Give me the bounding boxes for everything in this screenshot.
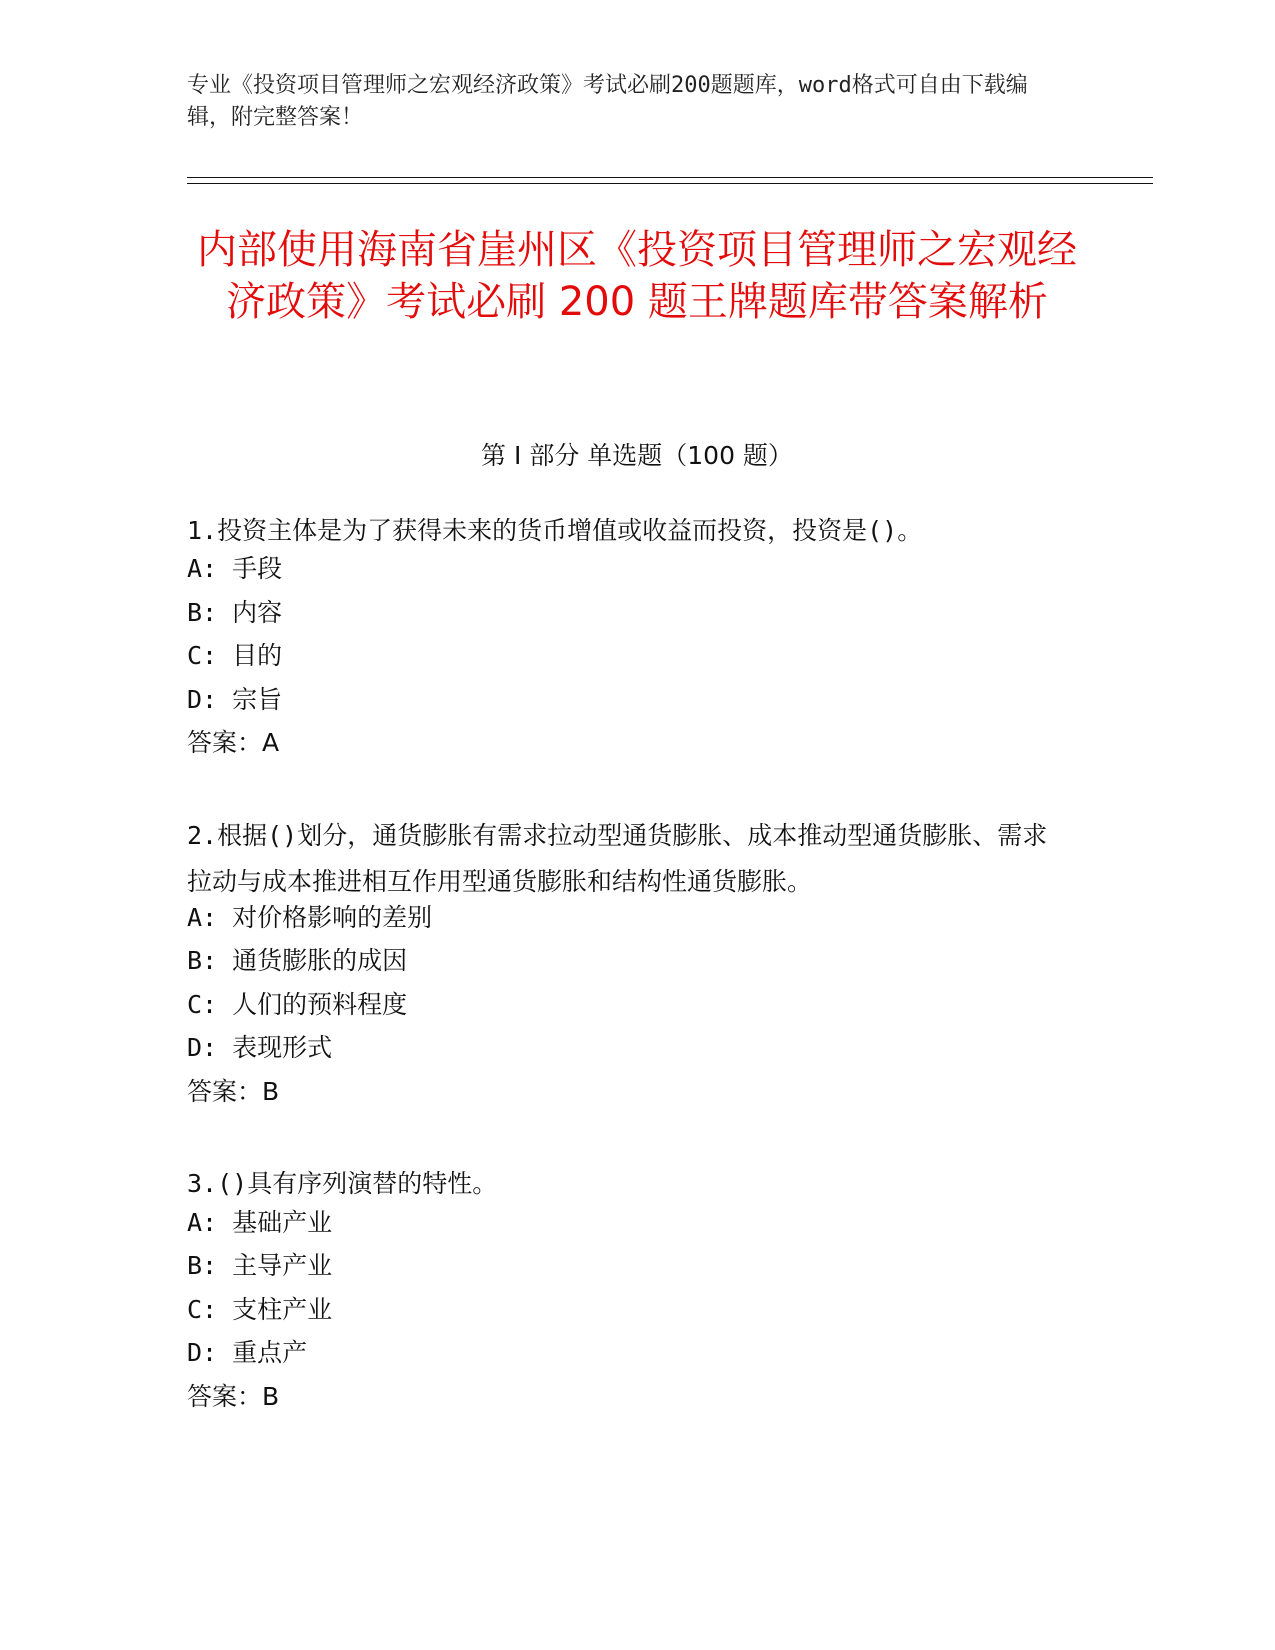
question-stem: 2.根据()划分，通货膨胀有需求拉动型通货膨胀、成本推动型通货膨胀、需求拉动与成本推进相互作用型通货膨胀和结构性通货膨胀。 bbox=[187, 821, 1048, 896]
document-title: 内部使用海南省崖州区《投资项目管理师之宏观经济政策》考试必刷 200 题王牌题库带答案解析 bbox=[197, 227, 1077, 325]
question-option: B: 通货膨胀的成因 bbox=[187, 946, 408, 975]
section-title: 第 I 部分 单选题（100 题） bbox=[481, 441, 793, 470]
header-divider-top bbox=[187, 177, 1153, 178]
question-option: C: 支柱产业 bbox=[187, 1295, 333, 1324]
question-option: C: 目的 bbox=[187, 641, 283, 670]
question-option: A: 基础产业 bbox=[187, 1208, 333, 1237]
question-option: B: 内容 bbox=[187, 598, 283, 627]
question-stem: 3.()具有序列演替的特性。 bbox=[187, 1169, 498, 1198]
header-note: 专业《投资项目管理师之宏观经济政策》考试必刷200题题库，word格式可自由下载编辑，附完整答案！ bbox=[187, 73, 1028, 130]
question-option: D: 重点产 bbox=[187, 1338, 308, 1367]
question-option: A: 手段 bbox=[187, 554, 283, 583]
question-answer: 答案：B bbox=[187, 1077, 280, 1106]
question-option: D: 宗旨 bbox=[187, 685, 283, 714]
question-stem: 1.投资主体是为了获得未来的货币增值或收益而投资，投资是()。 bbox=[187, 516, 923, 545]
question-option: A: 对价格影响的差别 bbox=[187, 903, 433, 932]
question-option: D: 表现形式 bbox=[187, 1033, 333, 1062]
question-option: B: 主导产业 bbox=[187, 1251, 333, 1280]
header-divider-bottom bbox=[187, 183, 1153, 184]
question-answer: 答案：A bbox=[187, 728, 280, 757]
question-option: C: 人们的预料程度 bbox=[187, 990, 408, 1019]
question-answer: 答案：B bbox=[187, 1382, 280, 1411]
